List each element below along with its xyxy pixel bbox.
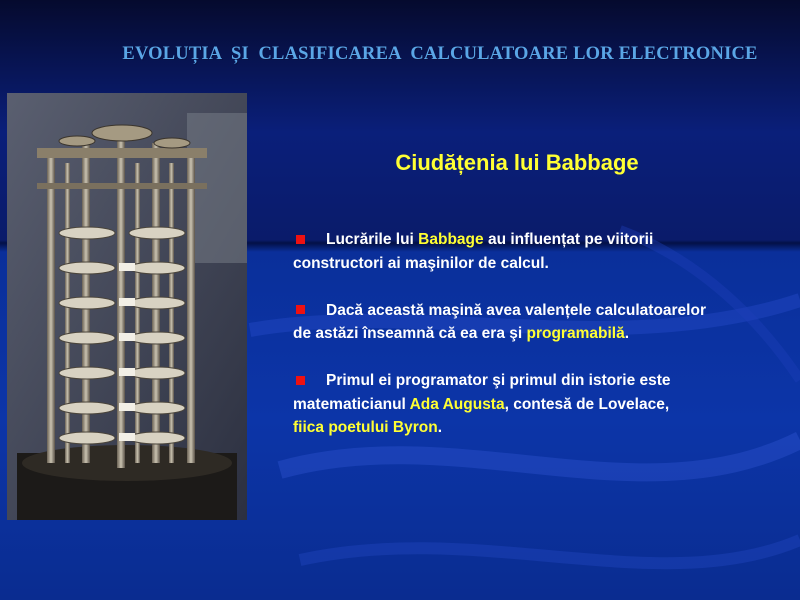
slide-subtitle: Ciudățenia lui Babbage (395, 150, 639, 175)
bullet-item: Primul ei programator şi primul din istorie este matematicianul Ada Augusta, contesă de Lovelace, fiica poetului Byron. (293, 372, 671, 436)
difference-engine-photo (7, 93, 247, 520)
square-bullet-icon (296, 305, 305, 314)
bullet-list (293, 228, 773, 463)
slide-title: EVOLUȚIA ȘI CLASIFICAREA CALCULATOARE LOR ELECTRONICE (122, 44, 758, 64)
square-bullet-icon (296, 235, 305, 244)
highlight-ada-augusta: Ada Augusta (409, 395, 505, 413)
bullet-item: Lucrările lui Babbage au influențat pe viitorii constructori ai maşinilor de calcul. (293, 231, 654, 272)
square-bullet-icon (296, 376, 305, 385)
highlight-programabila: programabilă (526, 325, 625, 342)
highlight-babbage: Babbage (418, 231, 484, 248)
highlight-fiica-poetului: fiica poetului Byron (293, 419, 438, 436)
difference-engine-illustration (7, 93, 247, 520)
bullet-item: Dacă această maşină avea valențele calculatoarelor de astăzi înseamnă că ea era şi programabilă. (293, 301, 706, 342)
